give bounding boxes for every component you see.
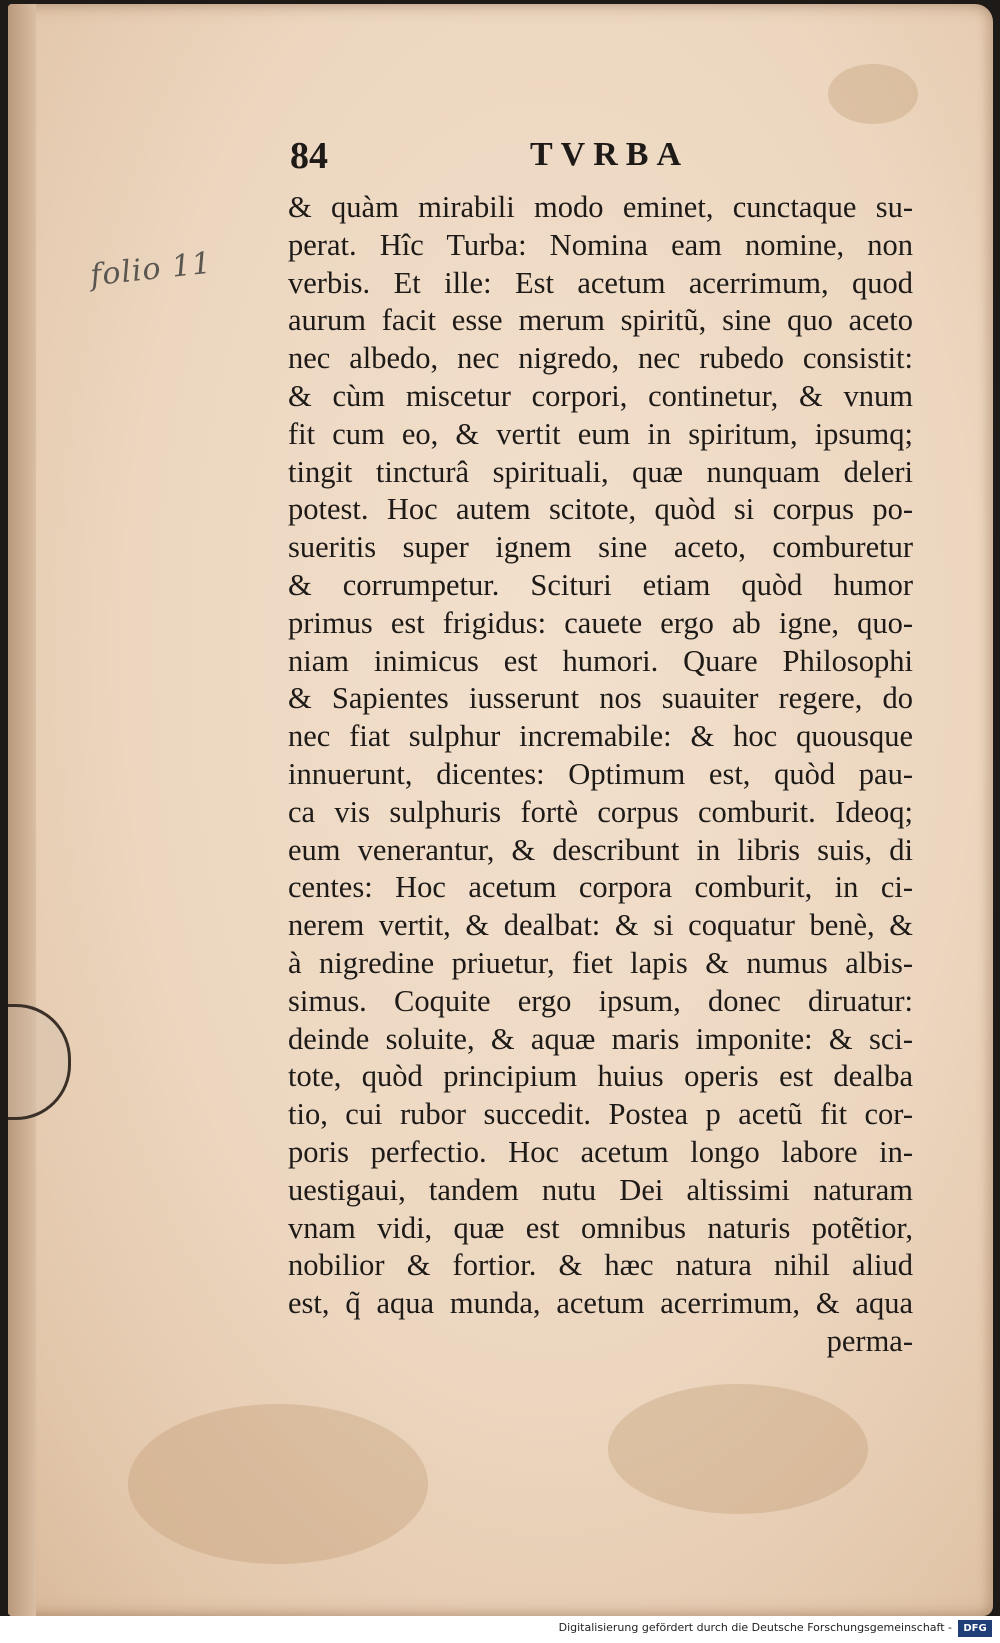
text-line: à nigredine priuetur, fiet lapis & numus albis-: [288, 945, 913, 980]
text-line: & cùm miscetur corpori, continetur, & vnum: [288, 378, 913, 413]
page-header: [290, 134, 690, 184]
body-text: [288, 189, 913, 1361]
text-line: primus est frigidus: cauete ergo ab igne, quo-: [288, 605, 913, 640]
text-line: & corrumpetur. Scituri etiam quòd humor: [288, 567, 913, 602]
text-line: tio, cui rubor succedit. Postea p acetũ fit cor-: [288, 1097, 913, 1132]
text-line: & Sapientes iusserunt nos suauiter regere, do: [288, 681, 913, 716]
foxing-stain: [828, 64, 918, 124]
text-line: simus. Coquite ergo ipsum, donec diruatur:: [288, 983, 913, 1018]
text-line: aurum facit esse merum spiritũ, sine quo aceto: [288, 303, 913, 338]
text-line: innuerunt, dicentes: Optimum est, quòd pau-: [288, 756, 913, 791]
text-line: tingit tincturâ spirituali, quæ nunquam deleri: [288, 454, 913, 489]
text-line: est, q̃ aqua munda, acetum acerrimum, & aqua: [288, 1286, 913, 1321]
text-line: perma-: [826, 1323, 913, 1358]
dfg-logo: DFG: [958, 1620, 992, 1637]
text-line: centes: Hoc acetum corpora comburit, in ci-: [288, 870, 913, 905]
foxing-stain: [608, 1384, 868, 1514]
text-line: & quàm mirabili modo eminet, cunctaque su-: [288, 190, 913, 224]
text-line: niam inimicus est humori. Quare Philosophi: [288, 643, 913, 678]
funding-credit: Digitalisierung gefördert durch die Deutsche Forschungsgemeinschaft -: [558, 1621, 952, 1634]
foxing-stain: [128, 1404, 428, 1564]
text-line: nec albedo, nec nigredo, nec rubedo consistit:: [288, 341, 913, 376]
page-gutter-edge: [8, 4, 36, 1616]
text-line: nec fiat sulphur incremabile: & hoc quousque: [288, 719, 913, 754]
handwritten-margin-note: folio 11: [88, 245, 214, 294]
text-line: uestigaui, tandem nutu Dei altissimi naturam: [288, 1172, 913, 1207]
text-line: nerem vertit, & dealbat: & si coquatur benè, &: [288, 908, 913, 943]
text-line: eum venerantur, & describunt in libris suis, di: [288, 832, 913, 867]
text-line: vnam vidi, quæ est omnibus naturis potẽtior,: [288, 1210, 913, 1245]
text-line: deinde soluite, & aquæ maris imponite: & sci-: [288, 1021, 913, 1056]
running-title: TVRBA: [530, 136, 690, 173]
book-page: [8, 4, 993, 1616]
text-line: poris perfectio. Hoc acetum longo labore in-: [288, 1134, 913, 1169]
text-line: sueritis super ignem sine aceto, comburetur: [288, 530, 913, 565]
text-line: verbis. Et ille: Est acetum acerrimum, quod: [288, 265, 913, 300]
text-line: ca vis sulphuris fortè corpus comburit. Ideoq;: [288, 794, 913, 829]
text-line: perat. Hîc Turba: Nomina eam nomine, non: [288, 227, 913, 262]
digitization-footer: [0, 1616, 1000, 1643]
text-line: tote, quòd principium huius operis est dealba: [288, 1059, 913, 1094]
page-number: 84: [290, 135, 328, 177]
text-line: potest. Hoc autem scitote, quòd si corpus po-: [288, 492, 913, 527]
text-line: nobilior & fortior. & hæc natura nihil aliud: [288, 1248, 913, 1283]
book-clasp: [8, 1004, 71, 1120]
text-line: fit cum eo, & vertit eum in spiritum, ipsumq;: [288, 416, 913, 451]
